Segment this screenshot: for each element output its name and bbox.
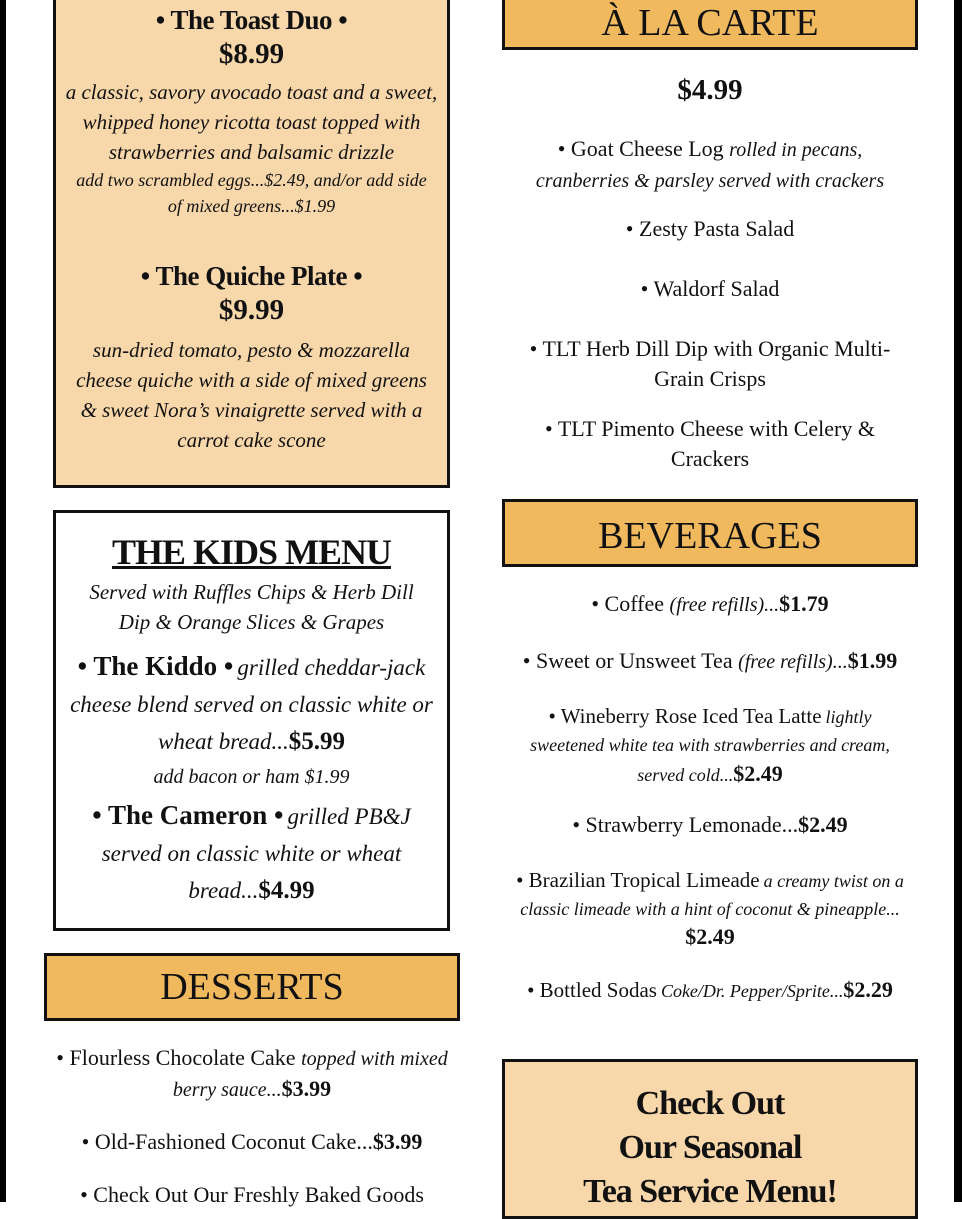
seasonal-line-1: Check Out [635,1085,785,1122]
toast-duo-price: $8.99 [218,38,285,70]
a-la-carte-heading: À LA CARTE [601,2,819,44]
beverage-sodas [502,975,918,1008]
beverage-lemonade [502,810,918,840]
kiddo-desc: grilled cheddar-jack cheese blend served on classic white or wheat bread... [70,655,433,754]
a-la-carte-header [502,0,918,50]
beverage-tea [502,646,918,677]
beverages-heading: BEVERAGES [598,515,822,557]
kiddo-price: $5.99 [288,728,345,755]
dessert-item-2 [44,1127,460,1157]
dessert-item-1-desc: topped with mixed berry sauce... [172,1048,448,1101]
lemonade-price: $2.49 [798,812,848,837]
beverage-coffee [502,589,918,620]
latte-price: $2.49 [733,761,783,786]
a-la-carte-item-4: • TLT Herb Dill Dip with Organic Multi-Grain Crisps [529,336,891,391]
beverage-latte [518,703,902,790]
coffee-price: $1.79 [779,591,829,616]
seasonal-tea-box [502,1059,918,1219]
kiddo-addon: add bacon or ham $1.99 [153,766,350,788]
desserts-header [44,953,460,1021]
kids-menu-heading: THE KIDS MENU [111,532,392,572]
dessert-item-1-name: • Flourless Chocolate Cake [56,1045,296,1070]
toast-duo-addon: add two scrambled eggs...$2.49, and/or add side of mixed greens...$1.99 [76,170,427,216]
quiche-price: $9.99 [218,294,285,326]
coffee-note: (free refills)... [669,594,780,616]
seasonal-line-3: Tea Service Menu! [583,1173,837,1210]
dessert-item-1-price: $3.99 [281,1076,332,1101]
tea-note: (free refills)... [738,651,848,673]
a-la-carte-item-5: • TLT Pimento Cheese with Celery & Crackers [545,416,875,471]
limeade-price: $2.49 [685,924,735,949]
tea-name: • Sweet or Unsweet Tea [522,648,733,673]
seasonal-line-2: Our Seasonal [618,1129,802,1166]
dessert-item-1 [44,1043,460,1105]
page-border-left [0,0,6,1202]
a-la-carte-item-1 [510,134,910,196]
kids-menu-subtitle: Served with Ruffles Chips & Herb Dill Dip & Orange Slices & Grapes [89,580,414,634]
page-border-right [954,0,962,1202]
goat-cheese-name: • Goat Cheese Log [557,136,724,161]
dessert-item-2-price: $3.99 [372,1129,423,1154]
toast-duo-desc: a classic, savory avocado toast and a sweet, whipped honey ricotta toast topped with strawberries and balsamic drizzle [65,80,438,164]
cameron-price: $4.99 [258,877,315,904]
kiddo-name: • The Kiddo • [77,651,234,681]
latte-desc: lightly sweetened white tea with strawberries and cream, served cold... [530,707,890,785]
dessert-item-2-name: • Old-Fashioned Coconut Cake... [81,1129,373,1154]
sodas-desc: Coke/Dr. Pepper/Sprite... [660,981,844,1001]
quiche-desc: sun-dried tomato, pesto & mozzarella cheese quiche with a side of mixed greens & sweet Nora’s vinaigrette served with a carrot cake scone [76,338,427,452]
goat-cheese-desc: rolled in pecans, cranberries & parsley served with crackers [535,139,885,192]
kids-menu-box [53,510,450,931]
desserts-heading: DESSERTS [160,966,344,1008]
cameron-name: • The Cameron • [92,800,284,830]
beverage-limeade [506,867,914,953]
toast-duo-title: • The Toast Duo • [155,5,348,35]
cameron-desc: grilled PB&J served on classic white or wheat bread... [101,804,411,903]
a-la-carte-price: $4.99 [677,74,743,106]
quiche-title: • The Quiche Plate • [140,261,363,291]
dessert-item-3 [44,1180,460,1210]
sodas-name: • Bottled Sodas [527,978,657,1002]
limeade-name: • Brazilian Tropical Limeade [516,868,760,892]
dessert-item-3-name: • Check Out Our Freshly Baked Goods [80,1182,424,1207]
beverages-header [502,499,918,567]
lemonade-name: • Strawberry Lemonade... [572,812,799,837]
tea-price: $1.99 [847,648,898,673]
latte-name: • Wineberry Rose Iced Tea Latte [548,704,822,728]
limeade-desc: a creamy twist on a classic limeade with a hint of coconut & pineapple... [520,871,904,919]
a-la-carte-item-2: • Zesty Pasta Salad [625,216,795,241]
coffee-name: • Coffee [591,591,665,616]
sodas-price: $2.29 [843,977,893,1002]
a-la-carte-item-3: • Waldorf Salad [640,276,780,301]
entrees-box [53,0,450,488]
